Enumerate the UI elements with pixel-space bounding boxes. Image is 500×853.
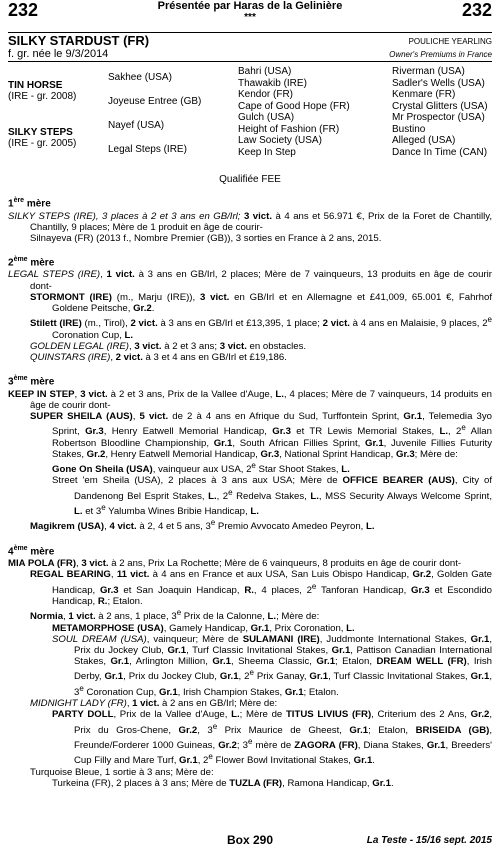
pedigree-dam: SILKY STEPS (8, 127, 73, 138)
sale-venue-date: La Teste - 15/16 sept. 2015 (366, 835, 492, 846)
pedigree-gen3: Keep In Step (238, 146, 296, 158)
pedigree-gen4: Alleged (USA) (392, 135, 456, 146)
box-number: Box 290 (226, 833, 274, 847)
page-footer (8, 835, 492, 849)
dam-2-produce: STORMONT (IRE) (m., Marju (IRE)), 3 vict. en GB/Irl et en Allemagne et £41,009, 65.001 €, Fahrhof Goldene Peitsche, Gr.2. (30, 291, 492, 315)
pedigree-gen4: Sadler's Wells (USA) (392, 77, 485, 89)
dam-3-produce: Magikrem (USA), 4 vict. à 2, 4 et 5 ans, 3e Premio Avvocato Amedeo Peyron, L. (30, 518, 375, 533)
horse-sex-age: POULICHE YEARLING (408, 37, 492, 46)
pedigree-gen3: Bahri (USA) (238, 66, 292, 77)
pedigree-gen4: Bustino (392, 123, 426, 135)
horse-title-box (8, 32, 492, 62)
dam-2-produce: Stilett (IRE) (m., Tirol), 2 vict. à 3 ans en GB/Irl et £13,395, 1 place; 2 vict. à 4 ans en Malaisie, 9 places, 2e Coronation Cup, L. (30, 315, 492, 341)
dam-2-produce: QUINSTARS (IRE), 2 vict. à 3 et 4 ans en GB/Irl et £19,186. (30, 352, 287, 364)
dam-4-produce: MIDNIGHT LADY (FR), 1 vict. à 2 ans en GB/Irl; Mère de: (30, 698, 278, 710)
pedigree-gen3: Thawakib (IRE) (238, 77, 307, 89)
lot-number-left: 232 (8, 0, 39, 20)
section-heading-dam-4: 4ème mère (8, 544, 55, 558)
presenter-line: Présentée par Haras de la Gelinière (157, 0, 343, 12)
dam-3-grandproduce: Street 'em Sheila (USA), 2 places à 3 ans aux USA; Mère de OFFICE BEARER (AUS), City of Dandenong Bel Esprit Stakes, L., 2e Redelva Stakes, L., MSS Security Always Welcome Sprint, L. et 3e Yalumba Wines Bribie Handicap, L. (52, 475, 492, 518)
pedigree-gen2: Nayef (USA) (108, 120, 165, 131)
dam-2-produce: GOLDEN LEGAL (IRE), 3 vict. à 2 et 3 ans; 3 vict. en obstacles. (30, 340, 307, 352)
stars: *** (244, 12, 256, 23)
pedigree-sire-sub: (IRE - gr. 2008) (8, 91, 77, 102)
lot-number-right: 232 (461, 0, 492, 20)
pedigree-gen4: Mr Prospector (USA) (392, 112, 485, 123)
dam-4-grandproduce: PARTY DOLL, Prix de la Vallee d'Auge, L.; Mère de TITUS LIVIUS (FR), Criterium des 2 Ans, Gr.2, Prix du Gros-Chene, Gr.2, 3e Prix Maurice de Gheest, Gr.1; Etalon, BRISEIDA (GB), Freunde/Forderer 1000 Guineas, Gr.2; 3e mère de ZAGORA (FR), Diana Stakes, Gr.1, Breeders' Cup Filly and Mare Turf, Gr.1, 2e Flower Bowl Invitational Stakes, Gr.1. (52, 709, 493, 767)
dam-1-entry: SILKY STEPS (IRE), 3 places à 2 et 3 ans en GB/Irl; 3 vict. à 4 ans et 56.971 €, Prix de la Foret de Chantilly, Chantilly, 9 places; Mère de 1 produit en âge de courir- (8, 210, 492, 233)
pedigree-dam-sub: (IRE - gr. 2005) (8, 138, 77, 149)
dam-4-produce: REGAL BEARING, 11 vict. à 4 ans en France et aux USA, San Luis Obispo Handicap, Gr.2, Golden Gate Handicap, Gr.3 et San Joaquin Handicap, R., 4 places, 2e Tanforan Handicap, Gr.3 et Escondido Handicap, R.; Etalon. (30, 569, 493, 607)
dam-3-entry: KEEP IN STEP, 3 vict. à 2 et 3 ans, Prix de la Vallee d'Auge, L., 4 places; Mère de 7 vainqueurs, 14 produits en âge de courir dont- (8, 388, 492, 411)
pedigree-gen4: Dance In Time (CAN) (392, 146, 488, 158)
pedigree-sire: TIN HORSE (8, 80, 63, 91)
section-heading-dam-1: 1ère mère (8, 197, 51, 210)
horse-program: Owner's Premiums in France (389, 50, 492, 59)
pedigree-gen3: Height of Fashion (FR) (238, 123, 340, 135)
section-heading-dam-2: 2ème mère (8, 256, 55, 269)
page-header (8, 0, 492, 32)
dam-4-entry: MIA POLA (FR), 3 vict. à 2 ans, Prix La Rochette; Mère de 6 vainqueurs, 8 produits en âge de courir dont- (8, 558, 462, 570)
pedigree-gen3: Gulch (USA) (238, 112, 295, 123)
pedigree-gen2: Legal Steps (IRE) (108, 144, 187, 155)
section-heading-dam-3: 3ème mère (8, 375, 55, 388)
pedigree-gen4: Crystal Glitters (USA) (392, 100, 488, 112)
horse-info: f. gr. née le 9/3/2014 (8, 48, 109, 60)
dam-4-grandproduce: METAMORPHOSE (USA), Gamely Handicap, Gr.1, Prix Coronation, L. (52, 622, 355, 634)
dam-4-grandproduce: SOUL DREAM (USA), vainqueur; Mère de SULAMANI (IRE), Juddmonte International Stakes, Gr.1, Prix du Jockey Club, Gr.1, Turf Classic Invitational Stakes, Gr.1, Pattison Canadian International Stakes, Gr.1, Arlington Million, Gr.1, Sheema Classic, Gr.1; Etalon, DREAM WELL (FR), Irish Derby, Gr.1, Prix du Jockey Club, Gr.1, 2e Prix Ganay, Gr.1, Turf Classic Invitational Stakes, Gr.1, 3e Coronation Cup, Gr.1, Irish Champion Stakes, Gr.1; Etalon. (52, 633, 493, 698)
dam-2-entry: LEGAL STEPS (IRE), 1 vict. à 3 ans en GB/Irl, 2 places; Mère de 7 vainqueurs, 13 produits en âge de courir dont- (8, 269, 492, 292)
pedigree-gen3: Kendor (FR) (238, 89, 294, 100)
qualified-note: Qualifiée FEE (219, 174, 281, 185)
dam-1-produce: Silnayeva (FR) (2013 f., Nombre Premier (GB)), 3 sorties en France à 2 ans, 2015. (30, 232, 382, 244)
pedigree-gen4: Riverman (USA) (392, 66, 465, 77)
dam-4-produce: Normia, 1 vict. à 2 ans, 1 place, 3e Prix de la Calonne, L.; Mère de: (30, 608, 320, 623)
dam-4-produce: Turquoise Bleue, 1 sortie à 3 ans; Mère de: (30, 766, 214, 778)
dam-3-grandproduce: Gone On Sheila (USA), vainqueur aux USA, 2e Star Shoot Stakes, L. (52, 461, 350, 476)
pedigree-gen2: Sakhee (USA) (108, 72, 172, 83)
dam-3-produce: SUPER SHEILA (AUS), 5 vict. de 2 à 4 ans en Afrique du Sud, Turffontein Sprint, Gr.1, Telemedia 3yo Sprint, Gr.3, Henry Eatwell Memorial Handicap, Gr.3 et TR Lewis Memorial Stakes, L., 2e Allan Robertson Bloodline Championship, Gr.1, South African Fillies Sprint, Gr.1, Juvenile Fillies Futurity Stakes, Gr.2, Henry Eatwell Memorial Handicap, Gr.3, National Sprint Handicap, Gr.3; Mère de: (30, 411, 492, 460)
pedigree-gen2: Joyeuse Entree (GB) (108, 96, 202, 107)
dam-4-grandproduce: Turkeina (FR), 2 places à 3 ans; Mère de TUZLA (FR), Ramona Handicap, Gr.1. (52, 777, 394, 789)
pedigree-gen3: Law Society (USA) (238, 135, 322, 146)
horse-name: SILKY STARDUST (FR) (8, 33, 150, 48)
pedigree-gen3: Cape of Good Hope (FR) (238, 100, 350, 112)
pedigree-gen4: Kenmare (FR) (392, 89, 456, 100)
pedigree-table (8, 66, 492, 166)
